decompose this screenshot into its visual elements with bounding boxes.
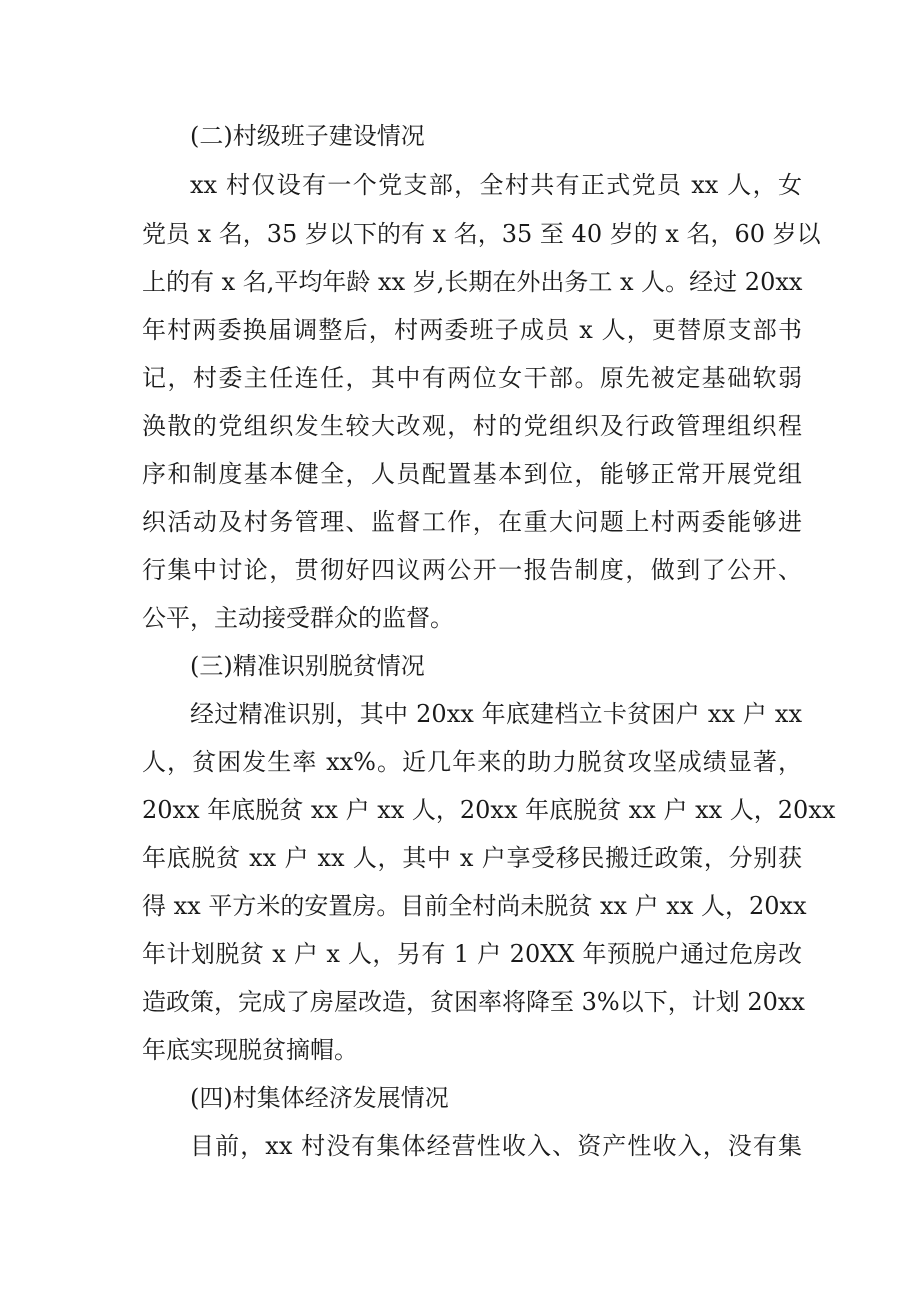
paragraph-line: 序和制度基本健全，人员配置基本到位，能够正常开展党组 — [142, 460, 802, 488]
paragraph-line: 造政策，完成了房屋改造，贫困率将降至 3%以下，计划 20xx — [142, 988, 805, 1016]
paragraph-line: 织活动及村务管理、监督工作，在重大问题上村两委能够进 — [142, 508, 802, 536]
paragraph-line: 年计划脱贫 x 户 x 人，另有 1 户 20XX 年预脱户通过危房改 — [142, 940, 802, 968]
section-heading: (四)村集体经济发展情况 — [190, 1084, 449, 1112]
paragraph-line: 年村两委换届调整后，村两委班子成员 x 人，更替原支部书 — [142, 316, 802, 344]
section-heading: (二)村级班子建设情况 — [190, 122, 425, 150]
paragraph-line: 涣散的党组织发生较大改观，村的党组织及行政管理组织程 — [142, 412, 802, 440]
paragraph-line: 上的有 x 名,平均年龄 xx 岁,长期在外出务工 x 人。经过 20xx — [142, 268, 803, 296]
paragraph-line: 20xx 年底脱贫 xx 户 xx 人，20xx 年底脱贫 xx 户 xx 人，20xx — [142, 796, 836, 824]
paragraph-line: 行集中讨论，贯彻好四议两公开一报告制度，做到了公开、 — [142, 556, 802, 584]
section-heading: (三)精准识别脱贫情况 — [190, 652, 425, 680]
paragraph-line: 年底脱贫 xx 户 xx 人，其中 x 户享受移民搬迁政策，分别获 — [142, 844, 802, 872]
paragraph-line: 得 xx 平方米的安置房。目前全村尚未脱贫 xx 户 xx 人，20xx — [142, 892, 807, 920]
paragraph-line: xx 村仅设有一个党支部，全村共有正式党员 xx 人，女 — [190, 171, 802, 199]
paragraph-line: 党员 x 名，35 岁以下的有 x 名，35 至 40 岁的 x 名，60 岁以 — [142, 220, 821, 248]
paragraph-line: 年底实现脱贫摘帽。 — [142, 1036, 358, 1064]
paragraph-line: 目前，xx 村没有集体经营性收入、资产性收入，没有集 — [190, 1132, 802, 1160]
paragraph-line: 记，村委主任连任，其中有两位女干部。原先被定基础软弱 — [142, 364, 802, 392]
paragraph-line: 人，贫困发生率 xx%。近几年来的助力脱贫攻坚成绩显著， — [142, 748, 802, 776]
paragraph-line: 公平，主动接受群众的监督。 — [142, 604, 454, 632]
paragraph-line: 经过精准识别，其中 20xx 年底建档立卡贫困户 xx 户 xx — [190, 700, 802, 728]
